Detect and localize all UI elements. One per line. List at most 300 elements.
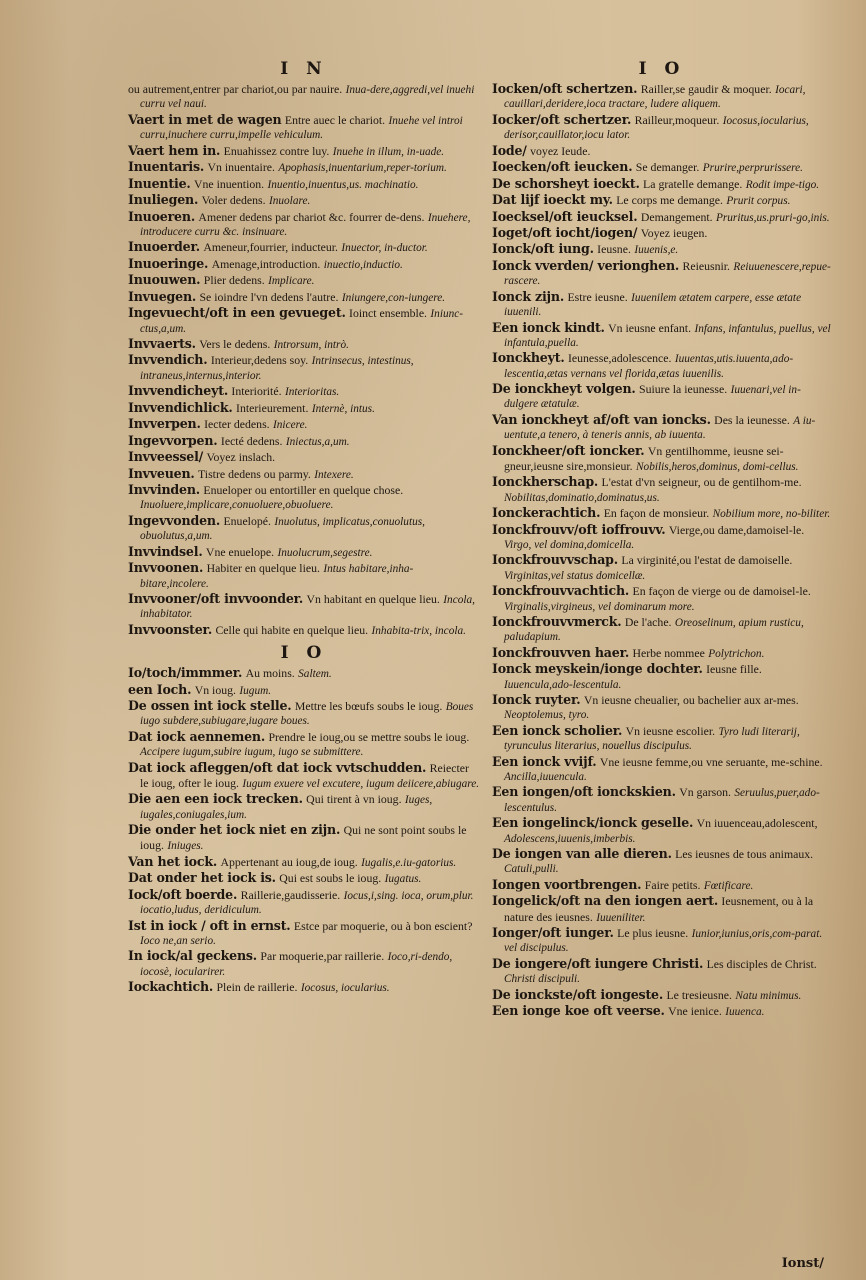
entry-french-gloss: De l'ache.	[624, 615, 672, 630]
section-signature-io: I O	[280, 643, 328, 664]
entry-list-right	[492, 82, 832, 1019]
entry-headword: Invuegen.	[128, 288, 197, 304]
entry-french-gloss: Se demanger.	[635, 160, 700, 175]
dictionary-entry	[128, 949, 480, 979]
entry-headword: Invvinden.	[128, 482, 200, 498]
catchword: Ionst/	[781, 1256, 824, 1271]
entry-headword: Ionckfrouvvachtich.	[492, 583, 630, 599]
entry-headword: Invvooner/oft invvoonder.	[128, 591, 304, 606]
entry-latin-gloss: Iugalis,e.iu-gatorius.	[361, 856, 457, 869]
dictionary-entry	[492, 926, 832, 956]
entry-french-gloss: Des la ieunesse.	[714, 412, 790, 427]
entry-headword: Inuouwen.	[128, 272, 201, 288]
dictionary-entry	[128, 919, 480, 949]
entry-headword: Ionck vverden/ verionghen.	[492, 257, 680, 273]
entry-latin-gloss: Nobilis,heros,dominus, domi-cellus.	[636, 460, 799, 473]
entry-latin-gloss: Implicare.	[268, 275, 315, 288]
entry-latin-gloss: Iocosus, iocularius.	[300, 982, 390, 995]
entry-french-gloss: Enuahissez contre luy.	[223, 143, 330, 158]
dictionary-entry	[492, 646, 832, 661]
entry-french-gloss: Qui tirent à vn ioug.	[306, 792, 402, 807]
entry-latin-gloss: Prurire,perprurissere.	[702, 162, 803, 175]
entry-latin-gloss: Iuuentas,utis.iuuenta,ado-lescentia,ætas vernans vel florida,ætas iuuenilis.	[504, 353, 794, 380]
entry-latin-gloss: Apophasis,inuentarium,reper-torium.	[278, 162, 447, 175]
dictionary-entry	[492, 242, 832, 257]
dictionary-entry	[492, 553, 832, 583]
entry-headword: Inuoeringe.	[128, 255, 209, 271]
entry-latin-gloss: Inuolare.	[268, 195, 311, 208]
entry-headword: Ioget/oft iocht/iogen/	[492, 224, 638, 240]
dictionary-entry	[492, 210, 832, 225]
entry-headword: Ioecken/oft ieucken.	[492, 159, 633, 175]
entry-headword: Invvendichlick.	[128, 399, 233, 415]
entry-headword: Een ionge koe oft veerse.	[492, 1003, 665, 1019]
entry-latin-gloss: Iocari, cauillari,deridere,ioca tractare, ludere aliquem.	[504, 84, 806, 111]
entry-french-gloss: Ieunesse,adolescence.	[567, 351, 672, 366]
dictionary-entry	[128, 761, 480, 792]
entry-latin-gloss: Infans, infantulus, puellus, vel infantula,puella.	[504, 322, 831, 349]
dictionary-entry	[492, 662, 832, 692]
entry-headword: Invvindsel.	[128, 543, 203, 559]
dictionary-entry	[128, 871, 480, 886]
entry-french-gloss: Ameneur,fourrier, inducteur.	[203, 240, 339, 255]
dictionary-entry	[492, 413, 832, 443]
entry-french-gloss: Estre ieusne.	[567, 289, 628, 304]
dictionary-entry	[492, 755, 832, 785]
entry-headword: Inuoeren.	[128, 208, 196, 224]
entry-latin-gloss: Iuuenari,vel in-dulgere ætatulæ.	[504, 384, 801, 411]
entry-latin-gloss: Iuuenis,e.	[634, 244, 679, 257]
entry-french-gloss: Plein de raillerie.	[216, 980, 298, 995]
entry-french-gloss: Vne enuelope.	[205, 544, 275, 559]
entry-french-gloss: Habiter en quelque lieu.	[206, 561, 320, 576]
entry-headword: Een ionck scholier.	[492, 722, 623, 738]
entry-headword: Ionck ruyter.	[492, 692, 581, 708]
left-column	[128, 58, 480, 997]
entry-headword: Ionck zijn.	[492, 288, 565, 304]
dictionary-entry	[492, 584, 832, 614]
dictionary-entry	[128, 855, 480, 870]
dictionary-entry	[128, 683, 480, 698]
dictionary-entry	[492, 290, 832, 320]
dictionary-entry	[128, 384, 480, 399]
entry-latin-gloss: Virginalis,virgineus, vel dominarum more.	[504, 600, 695, 613]
dictionary-entry	[128, 306, 480, 336]
entry-latin-gloss: Adolescens,iuuenis,imberbis.	[504, 832, 636, 845]
entry-headword: Iongen voortbrengen.	[492, 876, 642, 892]
entry-latin-gloss: Inuector, in-ductor.	[341, 242, 428, 255]
entry-latin-gloss: Iniungere,con-iungere.	[341, 291, 446, 304]
entry-latin-gloss: Inuehe vel introi curru,inuchere curru,impelle vehiculum.	[140, 114, 463, 142]
entry-headword: Een iongelinck/ionck geselle.	[492, 815, 694, 831]
entry-latin-gloss: Iocosus,iocularius, derisor,cauillator,iocu lator.	[504, 114, 809, 142]
entry-headword: Ist in iock / oft in ernst.	[128, 917, 291, 933]
entry-french-gloss: Ioinct ensemble.	[349, 306, 428, 321]
entry-latin-gloss: Ioco,ri-dendo, iocosè, iocularirer.	[140, 951, 453, 978]
entry-latin-gloss: Iugatus.	[384, 873, 422, 886]
entry-headword: Iockachtich.	[128, 979, 214, 995]
entry-headword: Een ionck kindt.	[492, 319, 605, 335]
entry-latin-gloss: Virgo, vel domina,domicella.	[504, 538, 635, 551]
entry-french-gloss: Amenage,introduction.	[211, 256, 321, 271]
entry-french-gloss: Ieusne.	[597, 242, 631, 257]
entry-latin-gloss: Inua-dere,aggredi,vel inuehi curru vel naui.	[140, 84, 475, 111]
entry-headword: Dat onder het iock is.	[128, 870, 276, 886]
entry-french-gloss: Vn ieusne cheualier, ou bachelier aux ar-mes.	[583, 693, 799, 708]
entry-latin-gloss: Rodit impe-tigo.	[745, 178, 820, 191]
entry-french-gloss: Vn garson.	[679, 785, 731, 800]
dictionary-entry	[128, 514, 480, 544]
dictionary-entry	[492, 113, 832, 143]
entry-french-gloss: Voler dedens.	[201, 193, 266, 208]
dictionary-entry	[128, 666, 480, 681]
entry-french-gloss: Interiorité.	[231, 384, 282, 399]
entry-french-gloss: La gratelle demange.	[643, 176, 743, 191]
dictionary-entry	[128, 467, 480, 482]
entry-latin-gloss: Introrsum, intrò.	[273, 339, 349, 351]
entry-headword: Invveessel/	[128, 449, 204, 465]
entry-french-gloss: Appertenant au ioug,de ioug.	[220, 854, 358, 869]
entry-headword: Een ionck vvijf.	[492, 753, 597, 769]
entry-latin-gloss: A iu-uentute,a tenero, à teneris annis, ab iuuenta.	[504, 414, 816, 442]
entry-french-gloss: Demangement.	[640, 209, 713, 224]
entry-french-gloss: L'estat d'vn seigneur, ou de gentilhom-me.	[601, 475, 802, 490]
entry-latin-gloss: Fœtificare.	[703, 879, 754, 892]
entry-headword: Inuliegen.	[128, 192, 199, 208]
entry-french-gloss: Qui est soubs le ioug.	[279, 871, 382, 886]
entry-french-gloss: Voyez ieugen.	[640, 225, 708, 240]
entry-latin-gloss: Intexere.	[314, 468, 354, 481]
entry-french-gloss: Le corps me demange.	[616, 193, 723, 208]
entry-headword: Iongelick/oft na den iongen aert.	[492, 893, 719, 909]
entry-latin-gloss: Polytrichon.	[708, 647, 765, 660]
entry-french-gloss: Vn ieusne escolier.	[625, 723, 716, 738]
dictionary-entry	[128, 177, 480, 192]
entry-latin-gloss: Ioco ne,an serio.	[140, 935, 216, 947]
entry-headword: Ionckherschap.	[492, 474, 599, 490]
dictionary-entry	[128, 82, 480, 112]
entry-french-gloss: Tistre dedens ou parmy.	[198, 466, 311, 481]
dictionary-entry	[492, 177, 832, 192]
entry-french-gloss: Plier dedens.	[203, 273, 265, 288]
entry-latin-gloss: Inuolucrum,segestre.	[277, 546, 373, 559]
column-signature-right: I O	[638, 59, 686, 79]
entry-headword: Invvoonen.	[128, 560, 204, 576]
dictionary-entry	[128, 592, 480, 622]
entry-latin-gloss: Iuuenilem ætatem carpere, esse ætate iuuenili.	[504, 291, 802, 319]
entry-french-gloss: Les ieusnes de tous animaux.	[675, 846, 814, 861]
entry-french-gloss: En façon de monsieur.	[603, 506, 710, 521]
entry-latin-gloss: Inuolutus, implicatus,conuolutus, obuolutus,a,um.	[140, 515, 425, 543]
entry-french-gloss: Reieusnir.	[682, 258, 731, 273]
dictionary-entry	[492, 847, 832, 877]
entry-headword: Invveuen.	[128, 465, 195, 481]
entry-latin-gloss: Nobilitas,dominatio,dominatus,us.	[504, 491, 660, 504]
entry-french-gloss: La virginité,ou l'estat de damoiselle.	[621, 553, 793, 568]
dictionary-entry	[128, 483, 480, 513]
entry-headword: Ionck/oft iung.	[492, 241, 594, 257]
dictionary-entry	[128, 160, 480, 175]
entry-headword: Inuentie.	[128, 175, 191, 191]
entry-latin-gloss: Inuehere, introducere curru &c. insinuare.	[140, 211, 471, 238]
entry-french-gloss: Le plus ieusne.	[617, 926, 689, 941]
dictionary-entry	[128, 888, 480, 918]
entry-latin-gloss: Reiuuenescere,repue-rascere.	[504, 260, 831, 288]
entry-headword: Ingevvorpen.	[128, 432, 218, 448]
entry-french-gloss: Mettre les bœufs soubs le ioug.	[294, 699, 443, 714]
dictionary-entry	[492, 475, 832, 505]
entry-latin-gloss: Inuentio,inuentus,us. machinatio.	[267, 178, 419, 191]
entry-french-gloss: Au moins.	[245, 666, 295, 681]
entry-latin-gloss: Iuges, iugales,coniugales,ium.	[140, 794, 433, 821]
entry-latin-gloss: Intus habitare,inha-bitare,incolere.	[140, 563, 414, 590]
dictionary-entry	[492, 444, 832, 475]
entry-latin-gloss: Pruritus,us.pruri-go,inis.	[715, 211, 830, 224]
dictionary-entry	[128, 623, 480, 638]
entry-french-gloss: Vn habitant en quelque lieu.	[306, 592, 440, 606]
entry-french-gloss: Par moquerie,par raillerie.	[260, 949, 385, 964]
dictionary-entry	[128, 144, 480, 159]
entry-headword: Ionckfrouvvmerck.	[492, 614, 622, 630]
entry-french-gloss: Vn inuentaire.	[207, 160, 275, 175]
entry-latin-gloss: Internè, intus.	[311, 402, 375, 415]
dictionary-entry	[128, 980, 480, 995]
entry-latin-gloss: Iuuenca.	[725, 1006, 765, 1019]
entry-headword: Invvendich.	[128, 352, 208, 368]
entry-french-gloss: Amener dedens par chariot &c. fourrer de-dens.	[198, 209, 425, 224]
entry-latin-gloss: Virginitas,vel status domicellæ.	[504, 569, 646, 582]
entry-latin-gloss: Incola, inhabitator.	[140, 594, 475, 621]
dictionary-entry	[492, 226, 832, 241]
entry-latin-gloss: Inhabita-trix, incola.	[371, 624, 466, 637]
dictionary-entry	[128, 823, 480, 854]
entry-headword: De ionckste/oft iongeste.	[492, 986, 664, 1002]
entry-french-gloss: Vne ienice.	[668, 1004, 722, 1019]
entry-french-gloss: Celle qui habite en quelque lieu.	[215, 622, 369, 637]
entry-headword: De iongen van alle dieren.	[492, 845, 672, 861]
entry-latin-gloss: Natu minimus.	[735, 989, 802, 1002]
entry-latin-gloss: Interioritas.	[284, 386, 340, 399]
entry-french-gloss: Railler,se gaudir & moquer.	[640, 82, 772, 96]
dictionary-entry	[128, 290, 480, 305]
entry-headword: Van ionckheyt af/oft van ioncks.	[492, 411, 711, 427]
entry-french-gloss: Herbe nommee	[632, 645, 705, 660]
entry-french-gloss: Vierge,ou dame,damoisel-le.	[668, 522, 805, 537]
entry-headword: Die onder het iock niet en zijn.	[128, 822, 341, 838]
entry-latin-gloss: Nobilium more, no-biliter.	[712, 508, 831, 521]
entry-latin-gloss: Tyro ludi literarij, tyrunculus literarius, nouellus discipulus.	[504, 725, 800, 753]
dictionary-entry	[492, 160, 832, 175]
entry-headword: De schorsheyt ioeckt.	[492, 175, 640, 191]
entry-french-gloss: ou autrement,entrer par chariot,ou par nauire.	[128, 82, 343, 96]
entry-headword: Invvendicheyt.	[128, 383, 228, 399]
right-column	[492, 58, 832, 1021]
entry-headword: Inuoerder.	[128, 239, 200, 255]
entry-headword: Io/toch/immmer.	[128, 665, 243, 681]
entry-french-gloss: Raillerie,gaudisserie.	[240, 887, 341, 902]
entry-headword: Ionck meyskein/ionge dochter.	[492, 661, 703, 677]
entry-french-gloss: Iecter dedens.	[204, 417, 270, 432]
dictionary-entry	[492, 506, 832, 521]
entry-french-gloss: Estce par moquerie, ou à bon escient?	[293, 918, 473, 933]
entry-headword: Die aen een iock trecken.	[128, 791, 303, 807]
entry-headword: Ionckheer/oft ioncker.	[492, 442, 645, 458]
entry-headword: In iock/al geckens.	[128, 948, 257, 964]
entry-french-gloss: Enuelopé.	[223, 513, 271, 528]
entry-latin-gloss: Iuueniliter.	[596, 911, 646, 924]
dictionary-entry	[492, 1004, 832, 1019]
dictionary-entry	[492, 259, 832, 289]
entry-latin-gloss: Iunior,iunius,oris,com-parat. vel discipulus.	[504, 928, 823, 955]
entry-french-gloss: Interieurement.	[236, 400, 309, 415]
entry-french-gloss: Ieusne fille.	[706, 662, 762, 677]
entry-headword: Iode/	[492, 142, 527, 158]
entry-headword: Inuentaris.	[128, 159, 205, 175]
entry-latin-gloss: Oreoselinum, apium rusticu, paludapium.	[504, 617, 804, 644]
dictionary-entry	[128, 730, 480, 760]
dictionary-entry	[128, 561, 480, 591]
entry-latin-gloss: Saltem.	[298, 668, 332, 681]
entry-latin-gloss: Iniectus,a,um.	[285, 435, 350, 448]
entry-headword: Ionger/oft iunger.	[492, 925, 614, 941]
dictionary-entry	[128, 434, 480, 449]
dictionary-entry	[492, 193, 832, 208]
dictionary-entry	[492, 988, 832, 1003]
entry-french-gloss: Enueloper ou entortiller en quelque chose.	[203, 483, 404, 498]
dictionary-entry	[492, 693, 832, 723]
entry-headword: Vaert in met de wagen	[128, 111, 282, 127]
entry-headword: Dat iock aennemen.	[128, 728, 266, 744]
entry-latin-gloss: Iniunc-ctus,a,um.	[140, 308, 464, 335]
entry-headword: Iocken/oft schertzen.	[492, 81, 638, 96]
entry-latin-gloss: Seruulus,puer,ado-lescentulus.	[504, 787, 820, 814]
entry-french-gloss: En façon de vierge ou de damoisel-le.	[632, 584, 811, 599]
entry-french-gloss: Vn iuuenceau,adolescent,	[696, 816, 818, 831]
entry-french-gloss: Entre auec le chariot.	[284, 112, 386, 127]
dictionary-entry	[492, 957, 832, 987]
entry-headword: Ingevuecht/oft in een gevueget.	[128, 305, 346, 321]
entry-headword: Ionckerachtich.	[492, 505, 601, 521]
entry-french-gloss: Vn ioug.	[194, 682, 236, 697]
dictionary-entry	[128, 450, 480, 465]
entry-headword: Vaert hem in.	[128, 142, 221, 158]
entry-headword: Een iongen/oft ionckskien.	[492, 784, 676, 800]
entry-list-left	[128, 82, 480, 638]
dictionary-entry	[128, 545, 480, 560]
dictionary-entry	[128, 113, 480, 143]
dictionary-entry	[492, 82, 832, 112]
dictionary-entry	[492, 523, 832, 553]
entry-latin-gloss: Iugum.	[239, 684, 272, 697]
entry-headword: De ionckheyt volgen.	[492, 381, 636, 397]
entry-latin-gloss: Boues iugo subdere,subiugare,iugare boues.	[140, 701, 474, 728]
entry-french-gloss: Se ioindre l'vn dedens l'autre.	[199, 289, 339, 304]
entry-french-gloss: Reiecter le ioug, ofter le ioug.	[140, 760, 469, 790]
entry-french-gloss: Qui ne sont point soubs le ioug.	[140, 823, 467, 853]
entry-french-gloss: Railleur,moqueur.	[634, 112, 720, 127]
entry-latin-gloss: Intrinsecus, intestinus, intraneus,internus,interior.	[140, 355, 414, 382]
entry-french-gloss: Ieusnement, ou à la nature des ieusnes.	[504, 894, 814, 924]
entry-latin-gloss: Iugum exuere vel excutere, iugum deiicere,abiugare.	[242, 777, 480, 790]
entry-french-gloss: Les disciples de Christ.	[706, 956, 817, 971]
dictionary-entry	[492, 894, 832, 925]
entry-headword: Van het iock.	[128, 853, 218, 869]
entry-headword: Dat iock afleggen/oft dat iock vvtschudden.	[128, 759, 427, 775]
entry-headword: Invvaerts.	[128, 336, 196, 351]
entry-latin-gloss: Accipere iugum,subire iugum, iugo se submittere.	[140, 746, 364, 759]
dictionary-entry	[492, 351, 832, 381]
entry-latin-gloss: Catuli,pulli.	[504, 863, 559, 876]
entry-latin-gloss: Iocus,i,sing. ioca, orum,plur. iocatio,ludus, deridiculum.	[140, 889, 474, 917]
entry-french-gloss: Voyez inslach.	[206, 450, 276, 465]
dictionary-entry	[492, 615, 832, 645]
entry-french-gloss: Le tresieusne.	[666, 987, 732, 1002]
entry-french-gloss: Iecté dedens.	[220, 433, 283, 448]
entry-french-gloss: Vne ieusne femme,ou vne seruante, me-schine.	[599, 754, 823, 769]
entry-latin-gloss: Inuehe in illum, in-uade.	[332, 145, 445, 158]
entry-headword: Ioecksel/oft ieucksel.	[492, 208, 638, 224]
entry-headword: Ionckfrouvvschap.	[492, 552, 618, 568]
dictionary-entry	[128, 257, 480, 272]
entry-headword: een Ioch.	[128, 681, 192, 697]
dictionary-entry	[492, 785, 832, 815]
entry-french-gloss: Vers le dedens.	[199, 337, 271, 351]
entry-headword: Ingevvonden.	[128, 512, 221, 528]
entry-latin-gloss: Iniuges.	[167, 840, 204, 853]
dictionary-entry	[128, 792, 480, 822]
entry-headword: Invverpen.	[128, 416, 201, 432]
entry-latin-gloss: Prurit corpus.	[726, 195, 791, 208]
dictionary-entry	[492, 878, 832, 893]
entry-headword: De iongere/oft iungere Christi.	[492, 955, 704, 971]
dictionary-entry	[492, 816, 832, 846]
dictionary-entry	[492, 724, 832, 754]
dictionary-entry	[128, 273, 480, 288]
entry-headword: Ionckheyt.	[492, 350, 565, 366]
entry-french-gloss: Vne inuention.	[193, 176, 265, 191]
entry-headword: Iock/oft boerde.	[128, 886, 238, 902]
dictionary-entry	[128, 337, 480, 352]
entry-list-left-io	[128, 666, 480, 995]
entry-latin-gloss: Neoptolemus, tyro.	[504, 709, 590, 722]
dictionary-entry	[128, 699, 480, 729]
entry-headword: Ionckfrouvv/oft ioffrouvv.	[492, 521, 666, 537]
entry-headword: Invvoonster.	[128, 621, 213, 637]
dictionary-entry	[128, 417, 480, 432]
dictionary-entry	[492, 321, 832, 351]
entry-latin-gloss: Iuuencula,ado-lescentula.	[504, 678, 622, 691]
entry-headword: De ossen int iock stelle.	[128, 698, 292, 714]
entry-french-gloss: Prendre le ioug,ou se mettre soubs le ioug.	[268, 729, 470, 744]
dictionary-entry	[128, 401, 480, 416]
entry-latin-gloss: Ancilla,iuuencula.	[504, 770, 587, 783]
entry-french-gloss: Vn gentilhomme, ieusne sei-gneur,ieusne sire,monsieur.	[504, 443, 784, 473]
entry-latin-gloss: inuectio,inductio.	[323, 258, 403, 271]
entry-latin-gloss: Christi discipuli.	[504, 973, 580, 986]
dictionary-entry	[128, 193, 480, 208]
entry-french-gloss: Faire petits.	[644, 877, 701, 892]
entry-french-gloss: voyez Ieude.	[530, 143, 591, 158]
entry-french-gloss: Interieur,dedens soy.	[210, 353, 309, 368]
entry-headword: Iocker/oft schertzer.	[492, 111, 632, 127]
dictionary-entry	[128, 353, 480, 383]
entry-headword: Dat lijf ioeckt my.	[492, 192, 613, 208]
entry-latin-gloss: Inuoluere,implicare,conuoluere,obuoluere.	[140, 499, 334, 512]
entry-headword: Ionckfrouvven haer.	[492, 644, 630, 660]
entry-french-gloss: Vn ieusne enfant.	[608, 320, 692, 335]
entry-latin-gloss: Inicere.	[273, 419, 308, 432]
entry-french-gloss: Suiure la ieunesse.	[639, 382, 728, 397]
